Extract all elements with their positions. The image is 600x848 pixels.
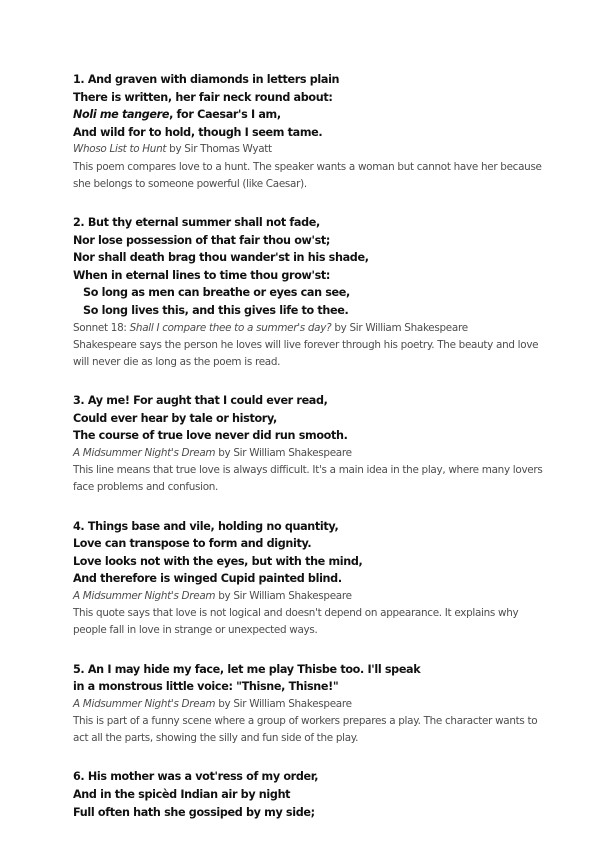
quote-line-text: And wild for to hold, though I seem tame. xyxy=(73,125,323,139)
quote-line-text: And in the spicèd Indian air by night xyxy=(73,787,291,801)
source-citation xyxy=(73,141,543,158)
quote-line-text: Full often hath she gossiped by my side; xyxy=(73,805,315,819)
quote-line xyxy=(73,214,543,232)
source-prefix: Sonnet 18: xyxy=(73,321,130,334)
quote-line xyxy=(73,570,543,588)
source-author: by Sir William Shakespeare xyxy=(331,321,468,334)
commentary-text: This is part of a funny scene where a group of workers prepares a play. The character wants to act all the parts, showing the silly and fun side of the play. xyxy=(73,714,538,745)
quote-line-text: There is written, her fair neck round about: xyxy=(73,90,333,104)
quote-line xyxy=(73,553,543,571)
quote-entry-2 xyxy=(73,214,543,371)
quote-line-indented xyxy=(73,302,543,320)
quote-line xyxy=(73,124,543,142)
quote-line-text: So long as men can breathe or eyes can see, xyxy=(83,286,350,300)
commentary-text: This line means that true love is always difficult. It's a main idea in the play, where many lovers face problems and confusion. xyxy=(73,464,543,494)
quote-line xyxy=(73,518,543,536)
quote-line-indented xyxy=(73,284,543,302)
quote-line-italic-text: Noli me tangere xyxy=(73,108,170,122)
quote-line-text: 1. And graven with diamonds in letters plain xyxy=(73,73,340,86)
quote-line xyxy=(73,71,543,89)
quote-text xyxy=(73,661,543,696)
source-title: A Midsummer Night's Dream xyxy=(73,446,216,459)
quote-line-text: 5. An I may hide my face, let me play Thisbe too. I'll speak xyxy=(73,662,421,676)
quote-line xyxy=(73,661,543,679)
quote-line-text: Love can transpose to form and dignity. xyxy=(73,537,312,551)
source-citation xyxy=(73,588,543,605)
quote-line xyxy=(73,804,543,822)
source-author: by Sir William Shakespeare xyxy=(215,446,352,459)
quote-line xyxy=(73,106,543,124)
quote-line xyxy=(73,232,543,250)
quote-entry-3 xyxy=(73,392,543,496)
quote-line-text: , for Caesar's I am, xyxy=(169,108,281,122)
quote-entry-1 xyxy=(73,71,543,193)
source-title: A Midsummer Night's Dream xyxy=(73,697,216,710)
quote-line xyxy=(73,786,543,804)
quote-line xyxy=(73,249,543,267)
source-citation xyxy=(73,320,543,337)
quote-line xyxy=(73,768,543,786)
quote-line xyxy=(73,410,543,428)
quote-entry-4 xyxy=(73,518,543,640)
source-author: by Sir Thomas Wyatt xyxy=(166,143,272,156)
quote-entry-5 xyxy=(73,661,543,748)
quote-text xyxy=(73,214,543,320)
quote-line xyxy=(73,678,543,696)
quote-line-text: 6. His mother was a vot'ress of my order, xyxy=(73,770,319,784)
quote-text xyxy=(73,518,543,588)
quote-line-text: 3. Ay me! For aught that I could ever read, xyxy=(73,394,328,408)
quote-line-text: So long lives this, and this gives life to thee. xyxy=(83,303,349,317)
source-title: Whoso List to Hunt xyxy=(73,143,167,156)
source-citation xyxy=(73,696,543,713)
quote-line-text: Love looks not with the eyes, but with the mind, xyxy=(73,554,363,568)
source-author: by Sir William Shakespeare xyxy=(215,589,352,602)
quote-line-text: 2. But thy eternal summer shall not fade, xyxy=(73,215,320,229)
source-author: by Sir William Shakespeare xyxy=(215,697,352,710)
quote-line-text: Could ever hear by tale or history, xyxy=(73,411,277,425)
quote-line-text: And therefore is winged Cupid painted blind. xyxy=(73,572,342,586)
quote-entry-6 xyxy=(73,768,543,821)
quote-line-text: Nor shall death brag thou wander'st in his shade, xyxy=(73,251,369,265)
commentary-text: Shakespeare says the person he loves will live forever through his poetry. The beauty and love will never die as long as the poem is read. xyxy=(73,338,539,368)
quote-line xyxy=(73,89,543,107)
quote-line-text: 4. Things base and vile, holding no quantity, xyxy=(73,519,339,533)
quote-line-text: in a monstrous little voice: "Thisne, Thisne!" xyxy=(73,680,339,694)
quote-line-text: The course of true love never did run smooth. xyxy=(73,429,348,443)
quote-line xyxy=(73,392,543,410)
document-page xyxy=(73,71,543,842)
commentary-text: This poem compares love to a hunt. The speaker wants a woman but cannot have her because she belongs to someone powerful (like Caesar). xyxy=(73,160,542,190)
quote-line xyxy=(73,535,543,553)
quote-line-text: When in eternal lines to time thou grow'st: xyxy=(73,268,331,282)
source-title: Shall I compare thee to a summer's day? xyxy=(129,321,332,334)
commentary-text: This quote says that love is not logical and doesn't depend on appearance. It explains why people fall in love in strange or unexpected ways. xyxy=(73,607,519,637)
quote-text xyxy=(73,392,543,445)
quote-line xyxy=(73,267,543,285)
quote-text xyxy=(73,768,543,821)
quote-text xyxy=(73,71,543,141)
source-title: A Midsummer Night's Dream xyxy=(73,589,216,602)
source-citation xyxy=(73,445,543,462)
quote-line-text: Nor lose possession of that fair thou ow'st; xyxy=(73,233,331,247)
quote-line xyxy=(73,427,543,445)
